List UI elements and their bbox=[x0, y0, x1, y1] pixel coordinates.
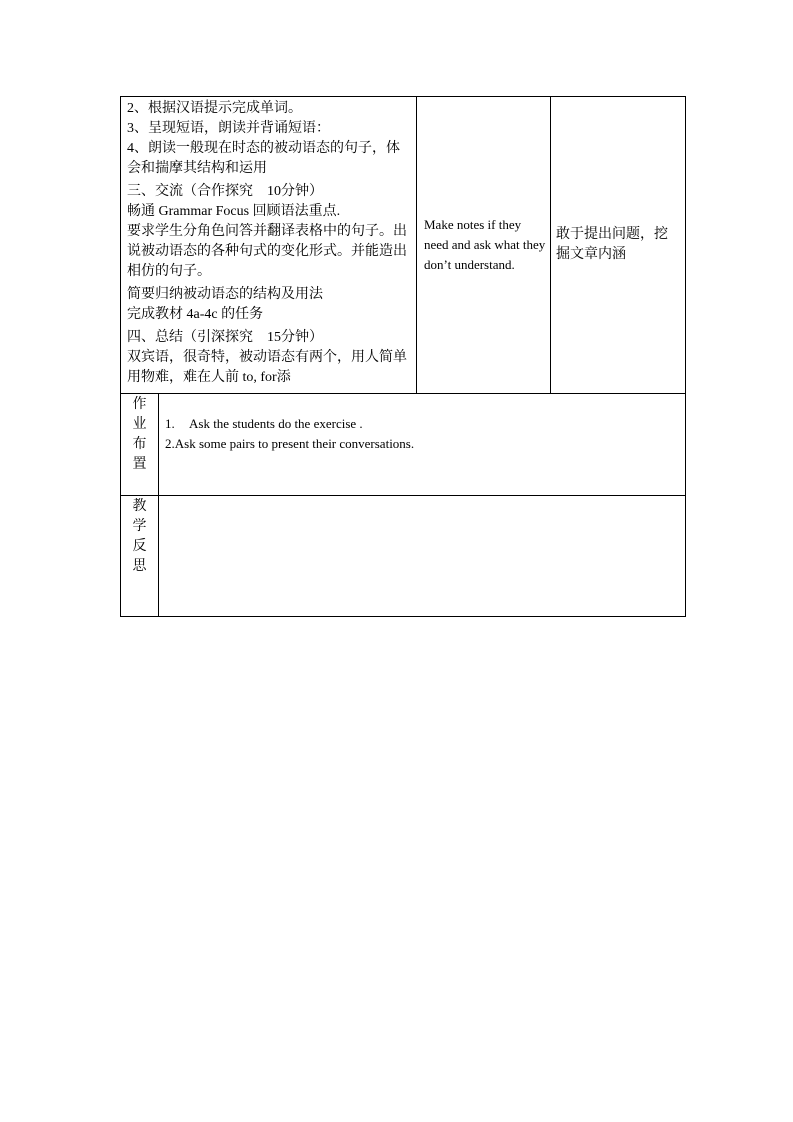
reflection-label: 教 学 反 思 bbox=[121, 496, 159, 617]
process-line: 要求学生分角色问答并翻译表格中的句子。出说被动语态的各种句式的变化形式。并能造出相仿的句子。 bbox=[127, 224, 407, 279]
homework-content bbox=[159, 394, 686, 496]
section-heading: 四、总结（引深探究 15分钟） bbox=[127, 330, 323, 345]
process-line: 双宾语，很奇特，被动语态有两个，用人简单用物难，难在人前 to, for添 bbox=[127, 350, 407, 385]
process-line: 2、根据汉语提示完成单词。 bbox=[127, 101, 302, 116]
homework-item: 1. Ask the students do the exercise . bbox=[165, 416, 363, 431]
student-activity-cell: Make notes if they need and ask what they don’t understand. bbox=[417, 97, 551, 394]
process-line: 简要归纳被动语态的结构及用法 bbox=[127, 287, 323, 302]
reflection-content bbox=[159, 496, 686, 617]
homework-row bbox=[121, 394, 686, 496]
reflection-row bbox=[121, 496, 686, 617]
process-line: 畅通 Grammar Focus 回顾语法重点. bbox=[127, 204, 341, 219]
section-heading: 三、交流（合作探究 10分钟） bbox=[127, 184, 323, 199]
design-intent-cell: 敢于提出问题，挖掘文章内涵 bbox=[551, 97, 686, 394]
lesson-plan-table bbox=[120, 96, 686, 617]
homework-label: 作 业 布 置 bbox=[121, 394, 159, 496]
process-line: 3、呈现短语，朗读并背诵短语： bbox=[127, 121, 330, 136]
process-line: 完成教材 4a-4c 的任务 bbox=[127, 307, 264, 322]
process-line: 4、朗读一般现在时态的被动语态的句子，体会和揣摩其结构和运用 bbox=[127, 141, 400, 176]
process-row bbox=[121, 97, 686, 394]
homework-item: 2.Ask some pairs to present their conversations. bbox=[165, 436, 415, 451]
teaching-process-cell bbox=[121, 97, 417, 394]
